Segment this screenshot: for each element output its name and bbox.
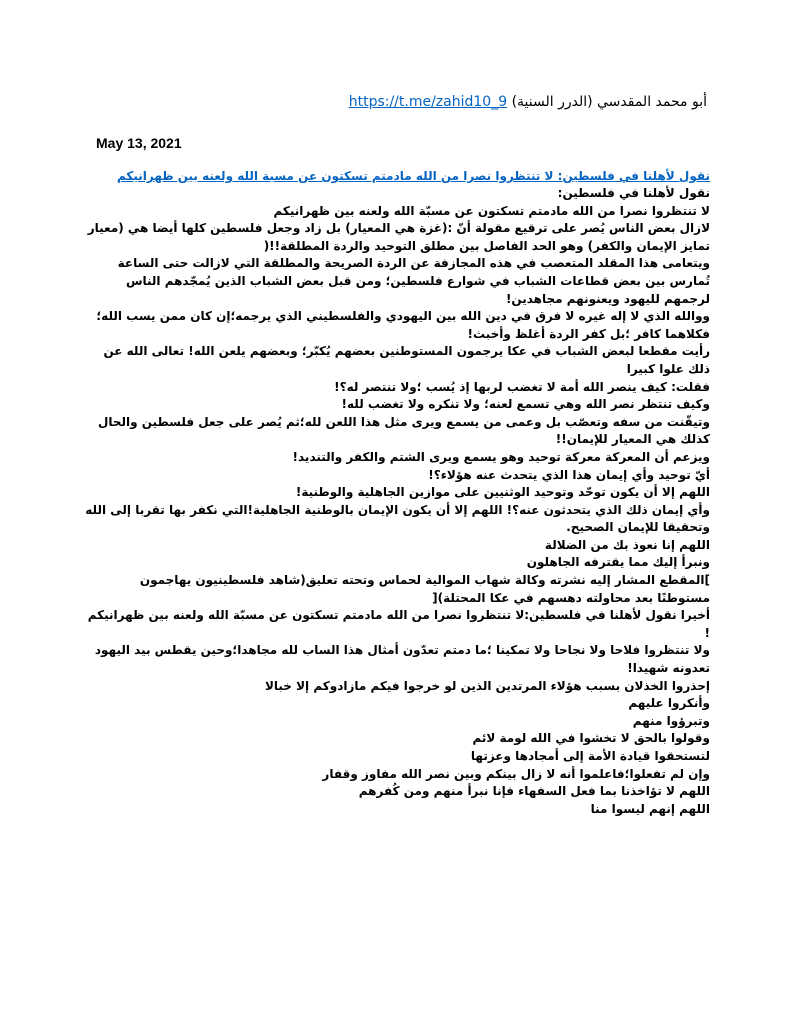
- paragraph: أيّ توحيد وأي إيمان هذا الذي يتحدث عنه هؤلاء؟!: [428, 467, 710, 482]
- paragraph: اللهم لا تؤاخذنا بما فعل السفهاء فإنا نبرأ منهم ومن كُفرهم: [358, 784, 710, 799]
- paragraph: فقلت: كيف ينصر الله أمة لا تغضب لربها إذ يُسب ؛ولا تنتصر له؟!: [334, 379, 710, 394]
- paragraph: رأيت مقطعا لبعض الشباب في عكا يرجمون المستوطنين بعضهم يُكبّر؛ وبعضهم يلعن الله! تعالى الله عن ذلك علوا كبيرا: [103, 344, 710, 376]
- article-body: [84, 168, 710, 818]
- paragraph: لا تنتظروا نصرا من الله مادمتم تسكتون عن مسبّة الله ولعنه بين ظهرانيكم: [273, 203, 710, 218]
- paragraph: لازال بعض الناس يُصر على ترقيع مقولة أنّ :(غزة هي المعيار) بل زاد وجعل فلسطين كلها أيضا هي (معيار تمايز الإيمان والكفر) وهو الحد الفاصل بين مطلق التوحيد والردة المطلقة!!(: [87, 221, 710, 253]
- paragraph: إحذروا الخذلان بسبب هؤلاء المرتدين الذين لو خرجوا فيكم مازادوكم إلا خبالا: [264, 678, 710, 693]
- paragraph: وقولوا بالحق لا تخشوا في الله لومة لائم: [472, 731, 710, 746]
- paragraph: ونبرأ إليك مما يقترفه الجاهلون: [526, 555, 710, 570]
- paragraph: وأي إيمان ذلك الذي يتحدثون عنه؟! اللهم إلا أن يكون الإيمان بالوطنية الجاهلية!التي نكفر بها تقربا إلى الله وتحقيقا للإيمان الصحيح.: [85, 502, 710, 535]
- paragraph: أخيرا نقول لأهلنا في فلسطين:لا تنتظروا نصرا من الله مادمتم تسكتون عن مسبّة الله ولعنه بين ظهرانيكم !: [87, 608, 710, 640]
- paragraph: وتبرؤوا منهم: [632, 713, 710, 728]
- telegram-link[interactable]: https://t.me/zahid10_9: [348, 94, 508, 110]
- paragraph: وأنكروا عليهم: [628, 696, 710, 711]
- paragraph: اللهم إنا نعوذ بك من الضلالة: [544, 537, 710, 552]
- paragraph: لتستحقوا قيادة الأمة إلى أمجادها وعزتها: [470, 749, 710, 763]
- paragraph: اللهم إنهم ليسوا منا: [590, 801, 710, 816]
- paragraph: وكيف تنتظر نصر الله وهي تسمع لعنه؛ ولا تنكره ولا تغضب لله!: [341, 397, 710, 412]
- paragraph: ويتعامى هذا المقلد المتعصب في هذه المجازفة عن الردة الصريحة والمطلقة التي لازالت حتى الساعة تُمارس بين بعض قطاعات الشباب في شوارع فلسطين؛ ومن قبل بعض الشباب الذين يُمجّدهم الناس لرجمهم لليهود ويعنونهم مجاهدين!: [117, 256, 710, 306]
- paragraph: وإن لم تفعلوا؛فاعلموا أنه لا زال بينكم وبين نصر الله مفاوز وقفار: [322, 766, 710, 781]
- post-date: May 13, 2021: [96, 135, 182, 151]
- author-name: أبو محمد المقدسي (الدرر السنية): [511, 94, 707, 110]
- paragraph: ويزعم أن المعركة معركة توحيد وهو يسمع ويرى الشتم والكفر والتنديد!: [292, 449, 710, 464]
- paragraph: ]المقطع المشار إليه نشرته وكالة شهاب الموالية لحماس وتحته تعليق(شاهد فلسطينيون يهاجمون مستوطنًا بعد محاولته دهسهم في عكا المحتلة)[: [139, 573, 710, 605]
- paragraph: اللهم إلا أن يكون توحّد وتوحيد الوثنيين على موازين الجاهلية والوطنية!: [295, 485, 710, 500]
- header-line: [147, 92, 707, 112]
- paragraph: وتيقّنت من سفه وتعصّب بل وعمى من يسمع ويرى مثل هذا اللعن لله؛ثم يُصر على جعل فلسطين والحال كذلك هي المعيار للإيمان!!: [97, 414, 710, 447]
- paragraph: نقول لأهلنا في فلسطين:: [557, 186, 710, 200]
- paragraph: ووالله الذي لا إله غيره لا فرق في دين الله بين اليهودي والفلسطيني الذي يرجمه؛إن كان ممن يسب الله؛فكلاهما كافر ؛بل كفر الردة أغلظ وأخبث!: [96, 309, 710, 341]
- paragraph: ولا تنتظروا فلاحا ولا نجاحا ولا تمكينا ؛ما دمتم تعدّون أمثال هذا الساب لله مجاهدا؛وحين يقطس بيد اليهود تعدونه شهيدا!: [94, 643, 710, 676]
- article-title-link[interactable]: نقول لأهلنا في فلسطين: لا تنتظروا نصرا من الله مادمتم تسكتون عن مسبة الله ولعنه بين ظهرانيكم: [116, 169, 710, 183]
